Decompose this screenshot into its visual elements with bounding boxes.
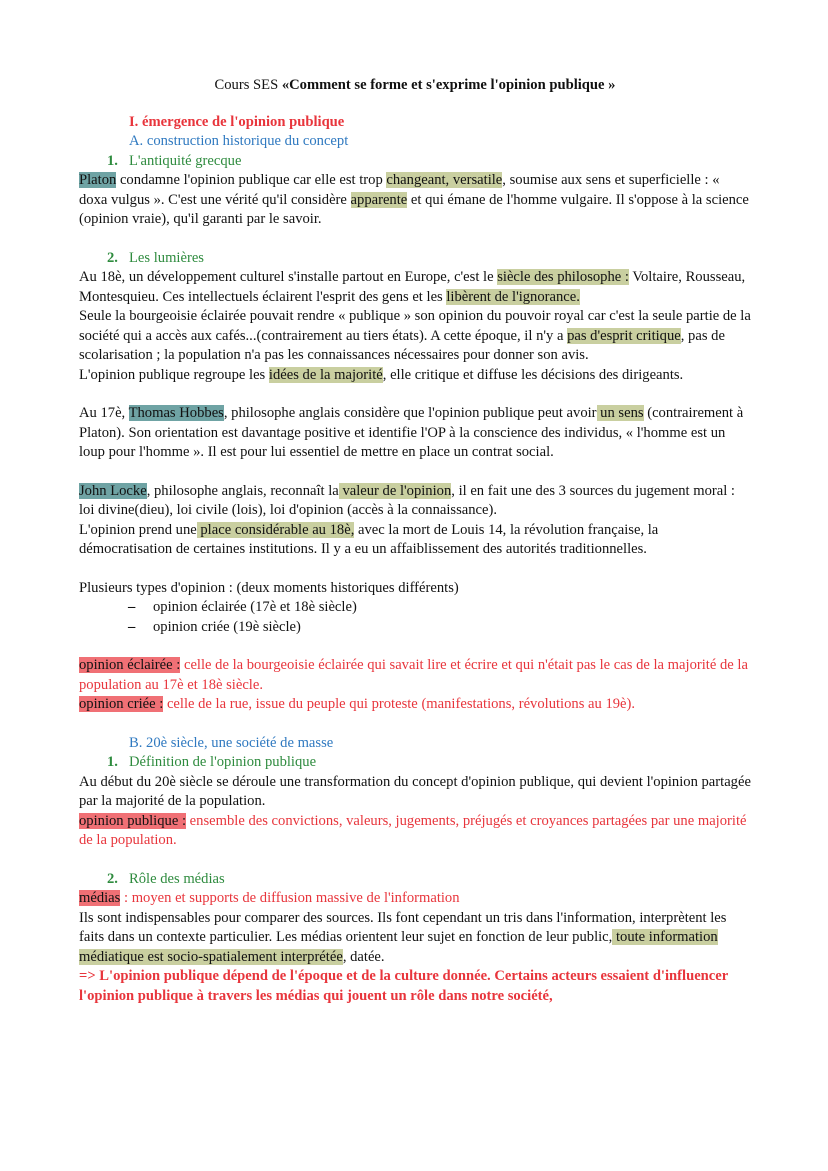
text-run: , pas de scolarisation ; la population n'a pas les connaissances nécessaires pour donner son avis. [79, 327, 725, 363]
document-page [79, 76, 751, 1006]
text-run: , il en fait une des 3 sources du jugement moral : loi divine(dieu), loi civile (lois), loi d'opinion (accès à la connaissance). [79, 482, 735, 518]
highlight-keyword: toute information médiatique est socio-spatialement interprétée [79, 929, 718, 965]
highlight-keyword: un sens [596, 405, 644, 421]
highlight-name: Platon [79, 172, 117, 188]
text-run: Voltaire, Rousseau, Montesquieu. Ces intellectuels éclairent l'esprit des gens et les [79, 269, 746, 305]
list-item: – opinion criée (19è siècle) [128, 618, 751, 638]
heading-number: 2. [107, 870, 118, 887]
heading-section-1: I. émergence de l'opinion publique [129, 113, 345, 130]
text-run: condamne l'opinion publique car elle est trop [116, 172, 387, 188]
highlight-keyword: libèrent de l'ignorance. [446, 288, 580, 305]
paragraph-opinion-place [79, 521, 751, 560]
paragraph-types-intro: Plusieurs types d'opinion : (deux moments historiques différents) [79, 579, 459, 596]
paragraph-medias [79, 909, 751, 968]
paragraph-lumieres-1 [79, 268, 751, 307]
highlight-keyword: siècle des philosophe : [497, 269, 629, 285]
types-list [79, 598, 751, 637]
heading-label: Rôle des médias [129, 870, 225, 887]
heading-label: Définition de l'opinion publique [129, 754, 317, 770]
text-run: (contrairement à Platon). Son orientation est davantage positive et identifie l'OP à la conscience des individus, « l'homme est un loup pour l'homme ». Il est pour lui essentiel de mettre en place un contrat social. [79, 405, 744, 460]
highlight-name: John Locke [79, 482, 147, 499]
highlight-keyword: valeur de l'opinion [338, 482, 452, 499]
text-run: , philosophe anglais considère que l'opinion publique peut avoir [223, 405, 597, 421]
highlight-keyword: place considérable au 18è, [196, 521, 355, 538]
highlight-keyword: pas d'esprit critique [567, 327, 681, 344]
paragraph-conclusion: => L'opinion publique dépend de l'époque et de la culture donnée. Certains acteurs essaient d'influencer l'opinion publique à travers les médias qui jouent un rôle dans notre société, [79, 968, 728, 1004]
paragraph-lumieres-3 [79, 366, 751, 386]
paragraph-platon [79, 171, 751, 230]
heading-number: 2. [107, 249, 118, 266]
list-item: – opinion éclairée (17è et 18è siècle) [128, 598, 751, 618]
paragraph-locke [79, 482, 751, 521]
title-prefix: Cours SES [214, 77, 282, 93]
text-run: : moyen et supports de diffusion massive de l'information [120, 890, 460, 906]
text-run: Seule la bourgeoisie éclairée pouvait rendre « publique » son opinion du pouvoir royal car c'est la seule partie de la société qui a accès aux cafés...(contrairement au tiers états). A cette époque, il n'y a [79, 308, 751, 344]
text-run: avec la mort de Louis 14, la révolution française, la démocratisation de certaines institutions. Il y a eu un affaiblissement des autorités traditionnelles. [79, 521, 659, 557]
text-run: , elle critique et diffuse les décisions des dirigeants. [382, 366, 684, 383]
page-title [79, 76, 751, 96]
text-run: Au 18è, un développement culturel s'installe partout en Europe, c'est le [79, 269, 498, 285]
heading-role-medias [79, 870, 751, 890]
heading-section-1a: A. construction historique du concept [129, 133, 349, 149]
heading-label: L'antiquité grecque [129, 152, 242, 169]
highlight-keyword: changeant, versatile [386, 172, 503, 188]
highlight-term: médias [79, 890, 121, 906]
paragraph-definition-intro: Au début du 20è siècle se déroule une transformation du concept d'opinion publique, qui devient l'opinion partagée par la majorité de la population. [79, 773, 751, 809]
text-run: L'opinion publique regroupe les [79, 366, 269, 383]
heading-number: 1. [107, 754, 118, 770]
text-run: , philosophe anglais, reconnaît la [146, 482, 339, 499]
heading-label: Les lumières [129, 249, 204, 266]
heading-definition [79, 753, 751, 773]
title-bold: «Comment se forme et s'exprime l'opinion publique » [281, 77, 616, 93]
text-run: Ils sont indispensables pour comparer des sources. Ils font cependant un tris dans l'information, interprètent les faits dans un contexte particulier. Les médias orientent leur sujet en fonction de leur public, [79, 909, 727, 945]
text-run: celle de la bourgeoisie éclairée qui savait lire et écrire et qui n'était pas le cas de la majorité de la population au 17è et 18è siècle. [79, 657, 748, 693]
text-run: celle de la rue, issue du peuple qui proteste (manifestations, révolutions au 19è). [163, 696, 636, 712]
definition-opinion-eclairee [79, 656, 751, 695]
highlight-keyword: apparente [350, 191, 408, 208]
highlight-term: opinion criée : [79, 696, 164, 712]
definition-medias [79, 889, 751, 909]
definition-opinion-publique [79, 812, 751, 851]
heading-number: 1. [107, 152, 118, 169]
highlight-keyword: idées de la majorité [268, 366, 383, 383]
text-run: , soumise aux sens et superficielle : « doxa vulgus ». C'est une vérité qu'il considère [79, 172, 720, 208]
heading-antiquite [79, 152, 751, 172]
definition-opinion-criee [79, 695, 751, 715]
heading-lumieres [79, 249, 751, 269]
text-run: et qui émane de l'homme vulgaire. Il s'oppose à la science (opinion vraie), qu'il garanti par le savoir. [79, 191, 749, 227]
text-run: , datée. [342, 948, 385, 965]
highlight-term: opinion éclairée : [79, 657, 181, 673]
highlight-term: opinion publique : [79, 812, 187, 829]
highlight-name: Thomas Hobbes [128, 405, 224, 421]
text-run: L'opinion prend une [79, 521, 197, 538]
heading-section-1b: B. 20è siècle, une société de masse [129, 734, 334, 751]
text-run: ensemble des convictions, valeurs, jugements, préjugés et croyances partagées par une majorité de la population. [79, 812, 747, 848]
paragraph-lumieres-2 [79, 307, 751, 366]
text-run: Au 17è, [79, 405, 129, 421]
paragraph-hobbes [79, 404, 751, 463]
